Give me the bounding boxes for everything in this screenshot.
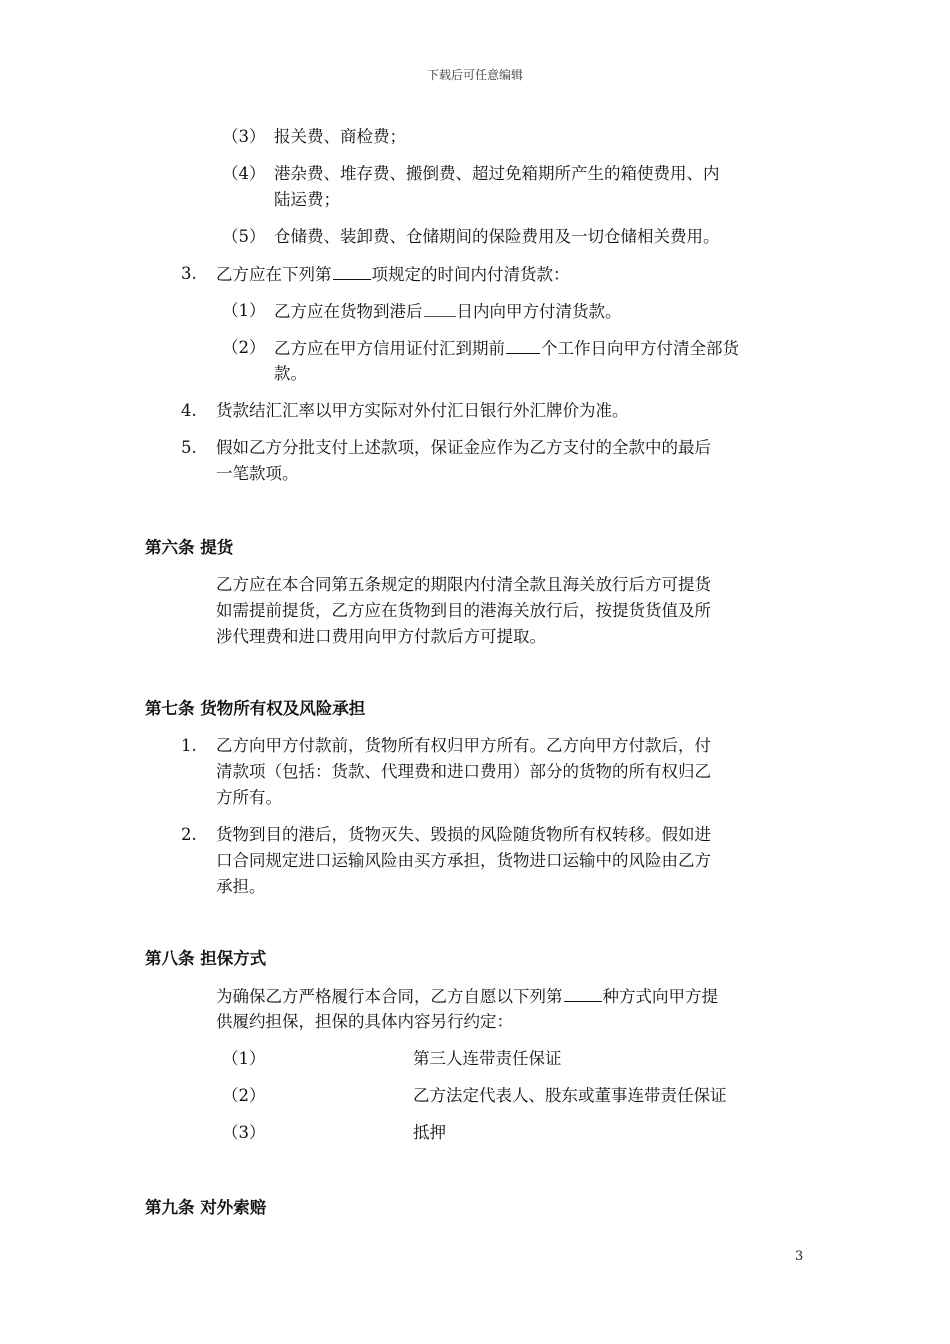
paragraph-line: 涉代理费和进口费用向甲方付款后方可提取。 bbox=[216, 627, 546, 646]
list-item-text: 清款项（包括：货款、代理费和进口费用）部分的货物的所有权归乙 bbox=[216, 762, 711, 781]
article-heading: 第八条 担保方式 bbox=[145, 949, 267, 968]
blank-field[interactable] bbox=[333, 263, 371, 280]
article-heading: 第七条 货物所有权及风险承担 bbox=[145, 699, 366, 718]
paragraph-line bbox=[216, 985, 718, 1008]
text-fragment: 种方式向甲方提 bbox=[602, 987, 718, 1006]
list-number: （2） bbox=[222, 338, 266, 357]
list-item-text: 承担。 bbox=[216, 877, 266, 896]
blank-field[interactable] bbox=[506, 337, 540, 354]
list-item-text: 假如乙方分批支付上述款项，保证金应作为乙方支付的全款中的最后 bbox=[216, 438, 711, 457]
blank-field[interactable] bbox=[424, 300, 456, 317]
list-item-text: 货款结汇汇率以甲方实际对外付汇日银行外汇牌价为准。 bbox=[216, 401, 629, 420]
text-fragment: 为确保乙方严格履行本合同，乙方自愿以下列第 bbox=[216, 987, 563, 1006]
list-number: （5） bbox=[222, 227, 266, 246]
text-fragment: 乙方应在甲方信用证付汇到期前 bbox=[274, 339, 505, 358]
list-number: （3） bbox=[222, 127, 266, 146]
paragraph-line: 如需提前提货，乙方应在货物到目的港海关放行后，按提货货值及所 bbox=[216, 601, 711, 620]
list-item-text bbox=[274, 337, 739, 360]
list-item-text: 陆运费； bbox=[274, 190, 340, 209]
list-number: 2. bbox=[181, 825, 197, 844]
list-item-text bbox=[274, 300, 622, 323]
text-fragment: 乙方应在货物到港后 bbox=[274, 302, 423, 321]
text-fragment: 乙方应在下列第 bbox=[216, 265, 332, 284]
page-header: 下载后可任意编辑 bbox=[426, 68, 523, 82]
text-fragment: 项规定的时间内付清货款： bbox=[371, 265, 570, 284]
list-number: （1） bbox=[222, 301, 266, 320]
article-heading: 第九条 对外索赔 bbox=[145, 1198, 267, 1217]
list-item-text: 港杂费、堆存费、搬倒费、超过免箱期所产生的箱使费用、内 bbox=[274, 164, 720, 183]
article-heading: 第六条 提货 bbox=[145, 538, 234, 557]
page-number: 3 bbox=[795, 1249, 804, 1264]
paragraph-line: 供履约担保，担保的具体内容另行约定： bbox=[216, 1012, 513, 1031]
option-text: 乙方法定代表人、股东或董事连带责任保证 bbox=[413, 1086, 727, 1105]
list-item-text: 口合同规定进口运输风险由买方承担，货物进口运输中的风险由乙方 bbox=[216, 851, 711, 870]
list-item-text: 方所有。 bbox=[216, 788, 282, 807]
list-item-text: 款。 bbox=[274, 364, 307, 383]
list-number: （4） bbox=[222, 164, 266, 183]
list-number: 5. bbox=[181, 438, 197, 457]
list-item-text: 一笔款项。 bbox=[216, 464, 299, 483]
list-number: 4. bbox=[181, 401, 197, 420]
paragraph-line: 乙方应在本合同第五条规定的期限内付清全款且海关放行后方可提货 bbox=[216, 575, 711, 594]
text-fragment: 个工作日向甲方付清全部货 bbox=[541, 339, 739, 358]
list-item-text: 仓储费、装卸费、仓储期间的保险费用及一切仓储相关费用。 bbox=[274, 227, 720, 246]
list-number: 3. bbox=[181, 264, 197, 283]
list-item-text: 货物到目的港后，货物灭失、毁损的风险随货物所有权转移。假如进 bbox=[216, 825, 711, 844]
list-number: 1. bbox=[181, 736, 197, 755]
option-text: 第三人连带责任保证 bbox=[413, 1049, 562, 1068]
option-number: （1） bbox=[222, 1049, 266, 1068]
text-fragment: 日内向甲方付清货款。 bbox=[456, 302, 622, 321]
list-item-text: 报关费、商检费； bbox=[274, 127, 406, 146]
blank-field[interactable] bbox=[564, 985, 602, 1002]
option-number: （3） bbox=[222, 1123, 266, 1142]
option-number: （2） bbox=[222, 1086, 266, 1105]
list-item-text bbox=[216, 263, 570, 286]
option-text: 抵押 bbox=[413, 1123, 446, 1142]
list-item-text: 乙方向甲方付款前，货物所有权归甲方所有。乙方向甲方付款后，付 bbox=[216, 736, 711, 755]
